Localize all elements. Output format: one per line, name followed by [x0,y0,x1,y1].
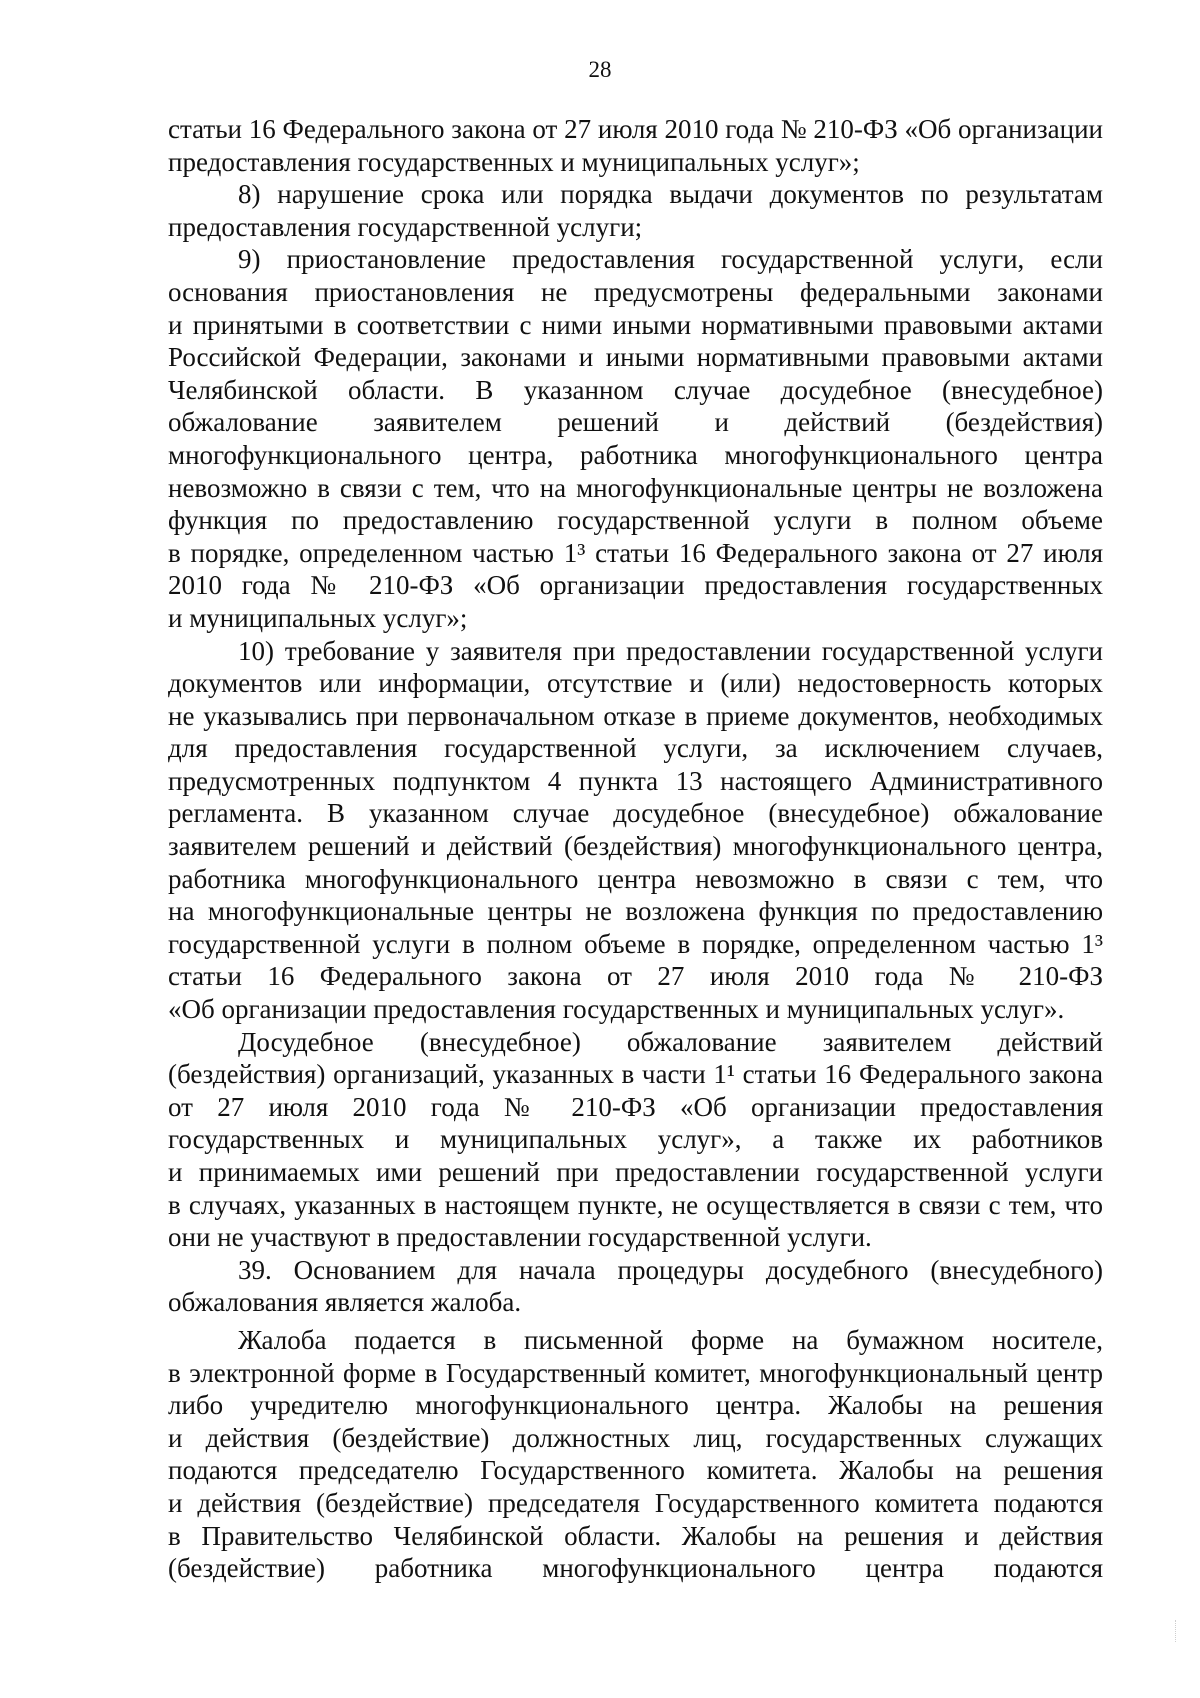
text-line: в Правительство Челябинской области. Жалобы на решения и действия [168,1520,1103,1551]
text-line: от 27 июля 2010 года № 210-ФЗ «Об организации предоставления [168,1091,1103,1122]
text-line: они не участвуют в предоставлении государственной услуги. [168,1222,872,1253]
text-line: в порядке, определенном частью 1³ статьи 16 Федерального закона от 27 июля [168,537,1103,568]
text-line: и действия (бездействие) должностных лиц, государственных служащих [168,1422,1103,1453]
text-line: основания приостановления не предусмотрены федеральными законами [168,276,1103,307]
text-line: предоставления государственной услуги; [168,211,643,242]
text-line: предоставления государственных и муниципальных услуг»; [168,146,860,177]
text-line: регламента. В указанном случае досудебное (внесудебное) обжалование [168,798,1103,829]
text-line: статьи 16 Федерального закона от 27 июля 2010 года № 210-ФЗ [168,961,1103,992]
text-line: 8) нарушение срока или порядка выдачи документов по результатам [238,179,1103,210]
text-line: государственной услуги в полном объеме в порядке, определенном частью 1³ [168,928,1103,959]
text-line: и действия (бездействие) председателя Государственного комитета подаются [168,1487,1103,1518]
text-line: в случаях, указанных в настоящем пункте, не осуществляется в связи с тем, что [168,1189,1103,1220]
text-line: «Об организации предоставления государственных и муниципальных услуг». [168,994,1065,1025]
text-line: не указывались при первоначальном отказе в приеме документов, необходимых [168,700,1103,731]
text-line: подаются председателю Государственного комитета. Жалобы на решения [168,1455,1103,1486]
text-line: документов или информации, отсутствие и (или) недостоверность которых [168,668,1103,699]
text-line: Челябинской области. В указанном случае досудебное (внесудебное) [168,374,1103,405]
text-line: для предоставления государственной услуги, за исключением случаев, [168,733,1103,764]
text-line: предусмотренных подпунктом 4 пункта 13 настоящего Административного [168,765,1103,796]
page-number: 28 [588,57,612,82]
text-line: в электронной форме в Государственный комитет, многофункциональный центр [168,1357,1103,1388]
text-line: Российской Федерации, законами и иными нормативными правовыми актами [168,342,1103,373]
text-line: либо учредителю многофункционального центра. Жалобы на решения [168,1390,1103,1421]
text-line: обжалования является жалоба. [168,1287,522,1318]
text-line: государственных и муниципальных услуг», а также их работников [168,1124,1103,1155]
text-line: (бездействия) организаций, указанных в части 1¹ статьи 16 Федерального закона [168,1059,1103,1090]
text-line: и принятыми в соответствии с ними иными нормативными правовыми актами [168,309,1103,340]
text-line: 2010 года № 210-ФЗ «Об организации предоставления государственных [168,570,1103,601]
text-line: статьи 16 Федерального закона от 27 июля 2010 года № 210-ФЗ «Об организации [168,114,1103,144]
text-line: 9) приостановление предоставления государственной услуги, если [238,244,1103,275]
text-line: (бездействие) работника многофункционального центра подаются [168,1553,1103,1584]
text-line: 10) требование у заявителя при предоставлении государственной услуги [238,635,1103,666]
text-line: невозможно в связи с тем, что на многофункциональные центры не возложена [168,472,1103,503]
document-body [168,113,1103,1585]
text-line: работника многофункционального центра невозможно в связи с тем, что [168,863,1103,894]
text-line: на многофункциональные центры не возложена функция по предоставлению [168,896,1103,927]
text-line: 39. Основанием для начала процедуры досудебного (внесудебного) [238,1254,1103,1285]
text-line: заявителем решений и действий (бездействия) многофункционального центра, [168,831,1103,862]
text-line: многофункционального центра, работника многофункционального центра [168,439,1103,470]
text-line: Жалоба подается в письменной форме на бумажном носителе, [238,1324,1103,1355]
text-line: Досудебное (внесудебное) обжалование заявителем действий [238,1026,1103,1057]
text-line: функция по предоставлению государственной услуги в полном объеме [168,505,1103,536]
scan-artifact [1175,1620,1178,1642]
text-line: обжалование заявителем решений и действий (бездействия) [168,407,1103,438]
text-line: и принимаемых ими решений при предоставлении государственной услуги [168,1157,1103,1187]
text-line: и муниципальных услуг»; [168,602,468,633]
